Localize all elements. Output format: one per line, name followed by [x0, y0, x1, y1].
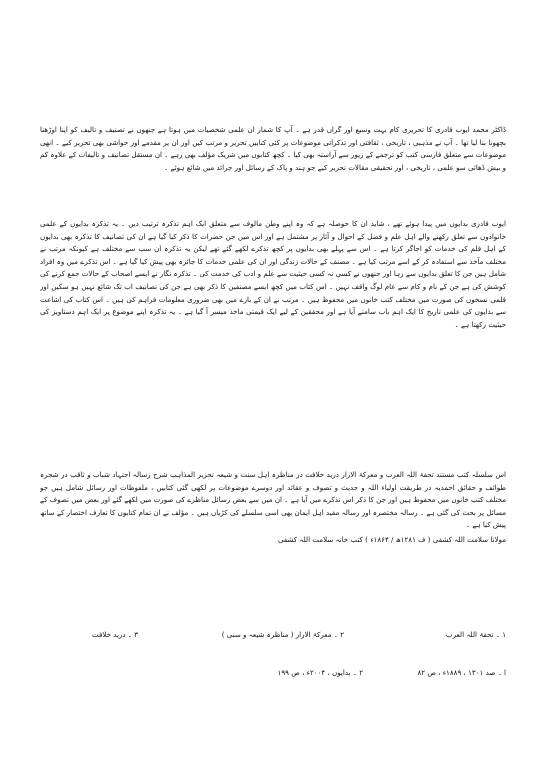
quote-text: اس سلسلہ کتب مستند تحفۃ اللہ العرب و معرکۃ الارار درید خلافت در مناظرہ اہل سنت و شیعہ تحریر المذاہب شرح رسالہ اجتہاد شباب و ثاقب در شجرہ طوائف و حقائق احمدیہ در طریقت اولیاء اللہ و حدیث و تصوف و عقائد اور دوسرے موضوعات پر لکھی گئی کتابیں ، ملفوظات اور رسائل شامل ہیں جو مختلف کتب خانوں میں محفوظ ہیں اور جن کا ذکر اس تذکرے میں آیا ہے ۔ ان میں سے بعض رسائل مناظرے کی صورت میں لکھے گئے اور بعض میں تصوف کے مسائل پر بحث کی گئی ہے ۔ رسالہ مختصرہ اور رسالہ مفید اہل ایمان بھی اسی سلسلے کی کڑیاں ہیں ۔ مؤلف نے ان تمام کتابوں کا تعارف اختصار کے ساتھ پیش کیا ہے ۔: [40, 470, 506, 530]
reference-item: ۲ ۔ بدایوں ، ۲۰۰۴ء ، ص ۱۹۹: [277, 668, 363, 677]
reference-item: ۱ ۔ تحفۃ اللہ العرب: [445, 630, 506, 639]
paragraph-2: ایوب قادری بدایوں میں پیدا ہوئے تھے ، شاید ان کا حوصلہ ہے کہ وہ اپنے وطن مالوف سے متعلق ایک اہم تذکرہ ترتیب دیں ۔ یہ تذکرہ بدایوں کے علمی خانوادوں سے تعلق رکھنے والے اہل علم و فضل کے احوال و آثار پر مشتمل ہے اور اس میں جن حضرات کا ذکر کیا گیا ہے ان کی تصانیف کا تذکرہ بھی بدایوں کے اہل قلم کی خدمات کو اجاگر کرتا ہے ۔ اس سے پہلے بھی بدایوں پر کچھ تذکرے لکھے گئے تھے لیکن یہ تذکرہ ان سب سے مختلف ہے کیونکہ مرتب نے مختلف مآخذ سے استفادہ کر کے اسے مرتب کیا ہے ۔ مصنف کے حالات زندگی اور ان کی علمی خدمات کا جائزہ بھی پیش کیا گیا ہے ۔ اس تذکرے میں وہ افراد شامل ہیں جن کا تعلق بدایوں سے رہا اور جنھوں نے کسی نہ کسی حیثیت سے علم و ادب کی خدمت کی ۔ تذکرہ نگار نے ایسے اصحاب کے حالات جمع کرنے کی کوشش کی ہے جن کے نام و کام سے عام لوگ واقف نہیں ۔ اس کتاب میں کچھ ایسے مصنفین کا ذکر بھی ہے جن کی تصانیف اب تک شائع نہیں ہو سکیں اور قلمی نسخوں کی صورت میں مختلف کتب خانوں میں محفوظ ہیں ۔ مرتب نے ان کے بارے میں بھی ضروری معلومات فراہم کی ہیں ۔ اس کتاب کی اشاعت سے بدایوں کی علمی تاریخ کا ایک اہم باب سامنے آیا ہے اور محققین کے لیے ایک قیمتی ماخذ میسر آ گیا ہے ۔ یہ تذکرہ اپنے موضوع پر ایک اہم دستاویز کی حیثیت رکھتا ہے ۔: [40, 219, 506, 329]
paragraph-1: ڈاکٹر محمد ایوب قادری کا تحریری کام بہت وسیع اور گراں قدر ہے ۔ آپ کا شمار ان علمی شخصیات میں ہوتا ہے جنھوں نے تصنیف و تالیف کو اپنا اوڑھنا بچھونا بنا لیا تھا ۔ آپ نے مذہبی ، تاریخی ، ثقافتی اور تذکراتی موضوعات پر کئی کتابیں تحریر و مرتب کیں اور ان پر مقدمے اور حواشی بھی تحریر کیے ۔ انھی موضوعات سے متعلق فارسی کتب کو ترجمے کے زیور سے آراستہ بھی کیا ۔ کچھ کتابوں میں شریک مؤلف بھی رہے ۔ ان مستقل تصانیف و تالیفات کے علاوہ کم و بیش ڈھائی سو علمی ، تاریخی ، اور تحقیقی مقالات تحریر کیے جو ہند و پاک کے رسائل اور جرائد میں شائع ہوئے ۔: [40, 125, 506, 172]
reference-list-2: [40, 667, 506, 680]
reference-list-1: [40, 629, 506, 642]
reference-item: ۲ ۔ معرکۃ الارار ( مناظرہ شیعہ و سنی ): [221, 630, 344, 639]
reference-item: ۳ ۔ درید خلافت: [92, 630, 138, 639]
paragraph-3: [40, 469, 506, 547]
citation-line: مولانا سلامت اللہ کشفی ( ف ۱۲۸۱ھ / ۱۸۶۴ء ) کتب خانہ سلامت اللہ کشفی: [277, 534, 506, 544]
reference-item: ا ۔ صد ۱۳۰۱ ، ۱۸۸۹ء ، ص ۸۲: [417, 668, 506, 677]
